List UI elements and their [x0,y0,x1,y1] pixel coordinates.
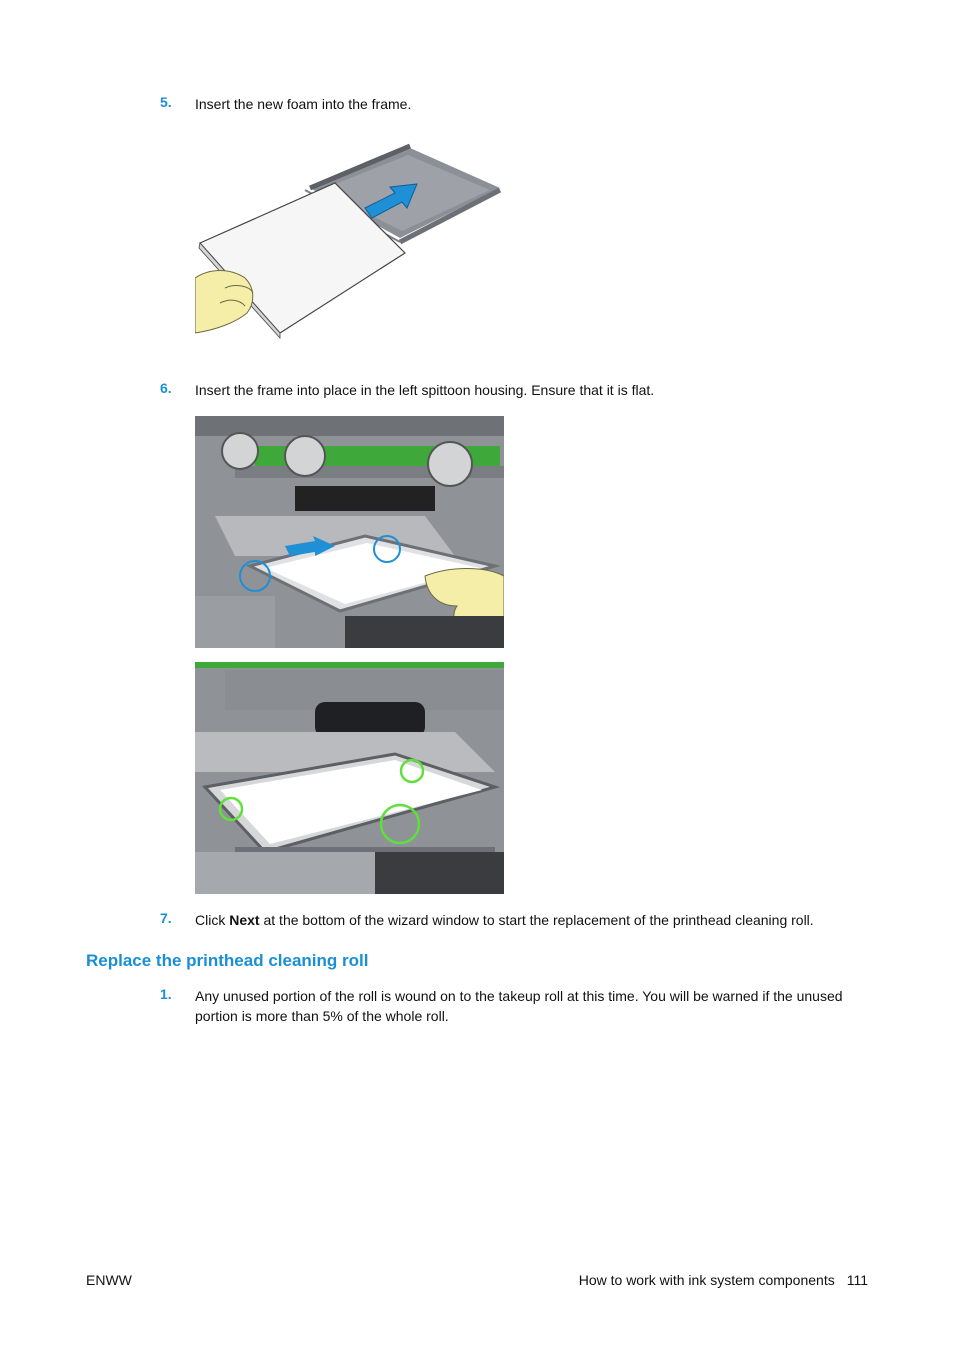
page-number: 111 [846,1272,868,1288]
step-number: 1. [160,986,172,1002]
footer-right [579,1272,868,1288]
next-label: Next [229,912,260,928]
step-text-post: at the bottom of the wizard window to start the replacement of the printhead cleaning roll. [259,912,814,928]
frame-insert-photo-2 [195,662,504,894]
footer-title: How to work with ink system components [578,1272,835,1288]
step-text: Insert the frame into place in the left spittoon housing. Ensure that it is flat. [195,382,655,398]
foam-insert-illustration [195,138,507,360]
footer-left: ENWW [86,1272,132,1288]
step-number: 7. [160,910,172,926]
step-text: Insert the new foam into the frame. [195,96,412,112]
step-text [195,910,875,930]
step-text: Any unused portion of the roll is wound on to the takeup roll at this time. You will be warned if the unused portion is more than 5% of the whole roll. [195,988,843,1024]
step-number: 6. [160,380,172,396]
step-number: 5. [160,94,172,110]
step-text-pre: Click [195,912,230,928]
frame-insert-photo-1 [195,416,504,648]
section-heading: Replace the printhead cleaning roll [86,951,369,970]
